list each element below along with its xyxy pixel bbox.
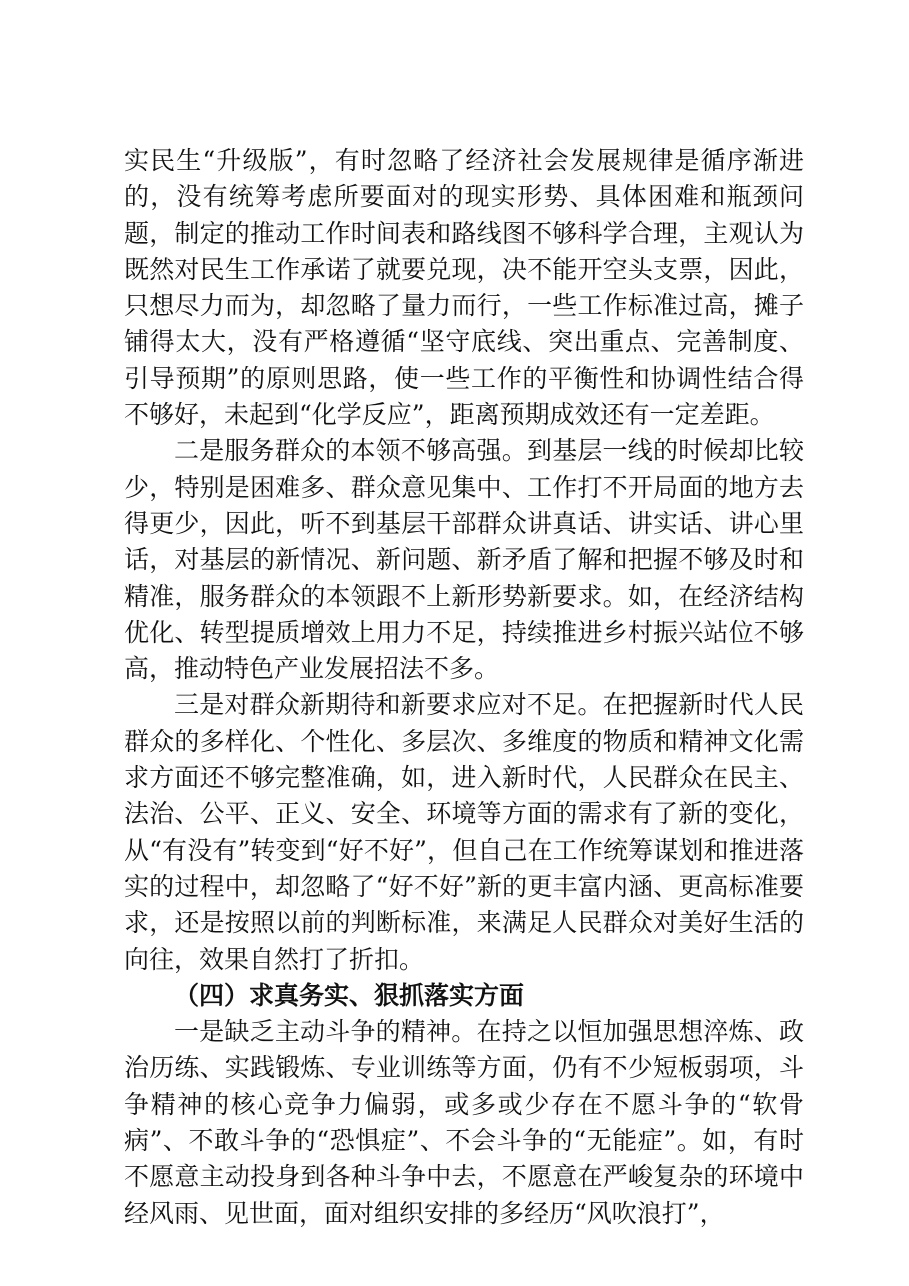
- paragraph-continued: 实民生“升级版”，有时忽略了经济社会发展规律是循序渐进的，没有统筹考虑所要面对的现实形势、具体困难和瓶颈问题，制定的推动工作时间表和路线图不够科学合理，主观认为既然对民生工作承诺了就要兑现，决不能开空头支票，因此，只想尽力而为，却忽略了量力而行，一些工作标准过高，摊子铺得太大，没有严格遵循“坚守底线、突出重点、完善制度、引导预期”的原则思路，使一些工作的平衡性和协调性结合得不够好，未起到“化学反应”，距离预期成效还有一定差距。: [124, 146, 804, 430]
- paragraph-new-expectations: 三是对群众新期待和新要求应对不足。在把握新时代人民群众的多样化、个性化、多层次、多维度的物质和精神文化需求方面还不够完整准确，如，进入新时代，人民群众在民主、法治、公平、正义、安全、环境等方面的需求有了新的变化，从“有没有”转变到“好不好”，但自己在工作统筹谋划和推进落实的过程中，却忽略了“好不好”新的更丰富内涵、更高标准要求，还是按照以前的判断标准，来满足人民群众对美好生活的向往，效果自然打了折扣。: [124, 690, 804, 974]
- document-body: [124, 143, 804, 1232]
- paragraph-service-ability: 二是服务群众的本领不够高强。到基层一线的时候却比较少，特别是困难多、群众意见集中、工作打不开局面的地方去得更少，因此，听不到基层干部群众讲真话、讲实话、讲心里话，对基层的新情况、新问题、新矛盾了解和把握不够及时和精准，服务群众的本领跟不上新形势新要求。如，在经济结构优化、转型提质增效上用力不足，持续推进乡村振兴站位不够高，推动特色产业发展招法不多。: [124, 436, 804, 684]
- paragraph-struggle-spirit: 一是缺乏主动斗争的精神。在持之以恒加强思想淬炼、政治历练、实践锻炼、专业训练等方面，仍有不少短板弱项，斗争精神的核心竞争力偏弱，或多或少存在不愿斗争的“软骨病”、不敢斗争的“恐惧症”、不会斗争的“无能症”。如，有时不愿意主动投身到各种斗争中去，不愿意在严峻复杂的环境中经风雨、见世面，面对组织安排的多经历“风吹浪打”，: [124, 1017, 804, 1228]
- section-heading: （四）求真务实、狠抓落实方面: [174, 980, 525, 1010]
